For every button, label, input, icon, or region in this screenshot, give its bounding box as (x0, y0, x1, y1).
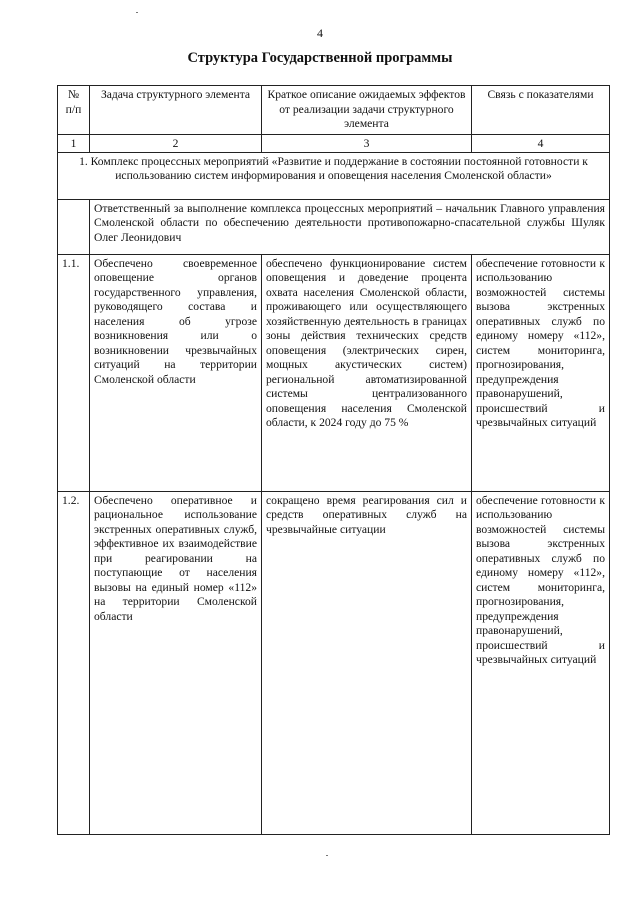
row-effect: сокращено время реагирования сил и средств оперативных служб на чрезвычайные ситуации (262, 491, 472, 834)
row-task: Обеспечено своевременное оповещение органов государственного управления, руководящего состава и населения об угрозе возникновения или о возникновении чрезвычайных ситуаций на территории Смоленской области (90, 254, 262, 491)
header-task: Задача структурного элемента (90, 86, 262, 135)
header-num: № п/п (58, 86, 90, 135)
col-number: 2 (90, 134, 262, 152)
row-link: обеспечение готовности к использованию возможностей системы вызова экстренных оперативных служб по единому номеру «112», систем мониторинга, прогнозирования, предупреждения правонарушений, происшествий и чрезвычайных ситуаций (472, 254, 610, 491)
table-header-row (58, 86, 610, 135)
program-structure-table (57, 85, 610, 835)
section-row (58, 152, 610, 199)
header-effect: Краткое описание ожидаемых эффектов от реализации задачи структурного элемента (262, 86, 472, 135)
col-number: 3 (262, 134, 472, 152)
header-link: Связь с показателями (472, 86, 610, 135)
page-title: Структура Государственной программы (187, 50, 453, 66)
column-number-row (58, 134, 610, 152)
row-effect: обеспечено функционирование систем оповещения и доведение процента охвата населения Смоленской области, проживающего или осуществляющего хозяйственную деятельность в границах зоны действия технических средств оповещения (электрических сирен, мощных акустических систем) региональной автоматизированной системы централизованного оповещения населения Смоленской области, к 2024 году до 75 % (262, 254, 472, 491)
page-number: 4 (317, 26, 323, 40)
table-row (58, 254, 610, 491)
col-number: 1 (58, 134, 90, 152)
scan-speck (326, 855, 328, 856)
table-row (58, 491, 610, 834)
row-link: обеспечение готовности к использованию возможностей системы вызова экстренных оперативных служб по единому номеру «112», систем мониторинга, прогнозирования, предупреждения правонарушений, происшествий и чрезвычайных ситуаций (472, 491, 610, 834)
responsible-text: Ответственный за выполнение комплекса процессных мероприятий – начальник Главного управления Смоленской области по обеспечению деятельности противопожарно-спасательной службы Шуляк Олег Леонидович (90, 199, 610, 254)
section-title: 1. Комплекс процессных мероприятий «Развитие и поддержание в состоянии постоянной готовности к использованию систем информирования и оповещения населения Смоленской области» (58, 152, 610, 199)
responsible-row (58, 199, 610, 254)
row-number: 1.2. (58, 491, 90, 834)
row-task: Обеспечено оперативное и рациональное использование экстренных оперативных служб, эффективное их взаимодействие при реагировании на поступающие от населения вызовы на единый номер «112» на территории Смоленской области (90, 491, 262, 834)
scan-speck (136, 12, 138, 13)
col-number: 4 (472, 134, 610, 152)
spacer-cell (58, 199, 90, 254)
row-number: 1.1. (58, 254, 90, 491)
